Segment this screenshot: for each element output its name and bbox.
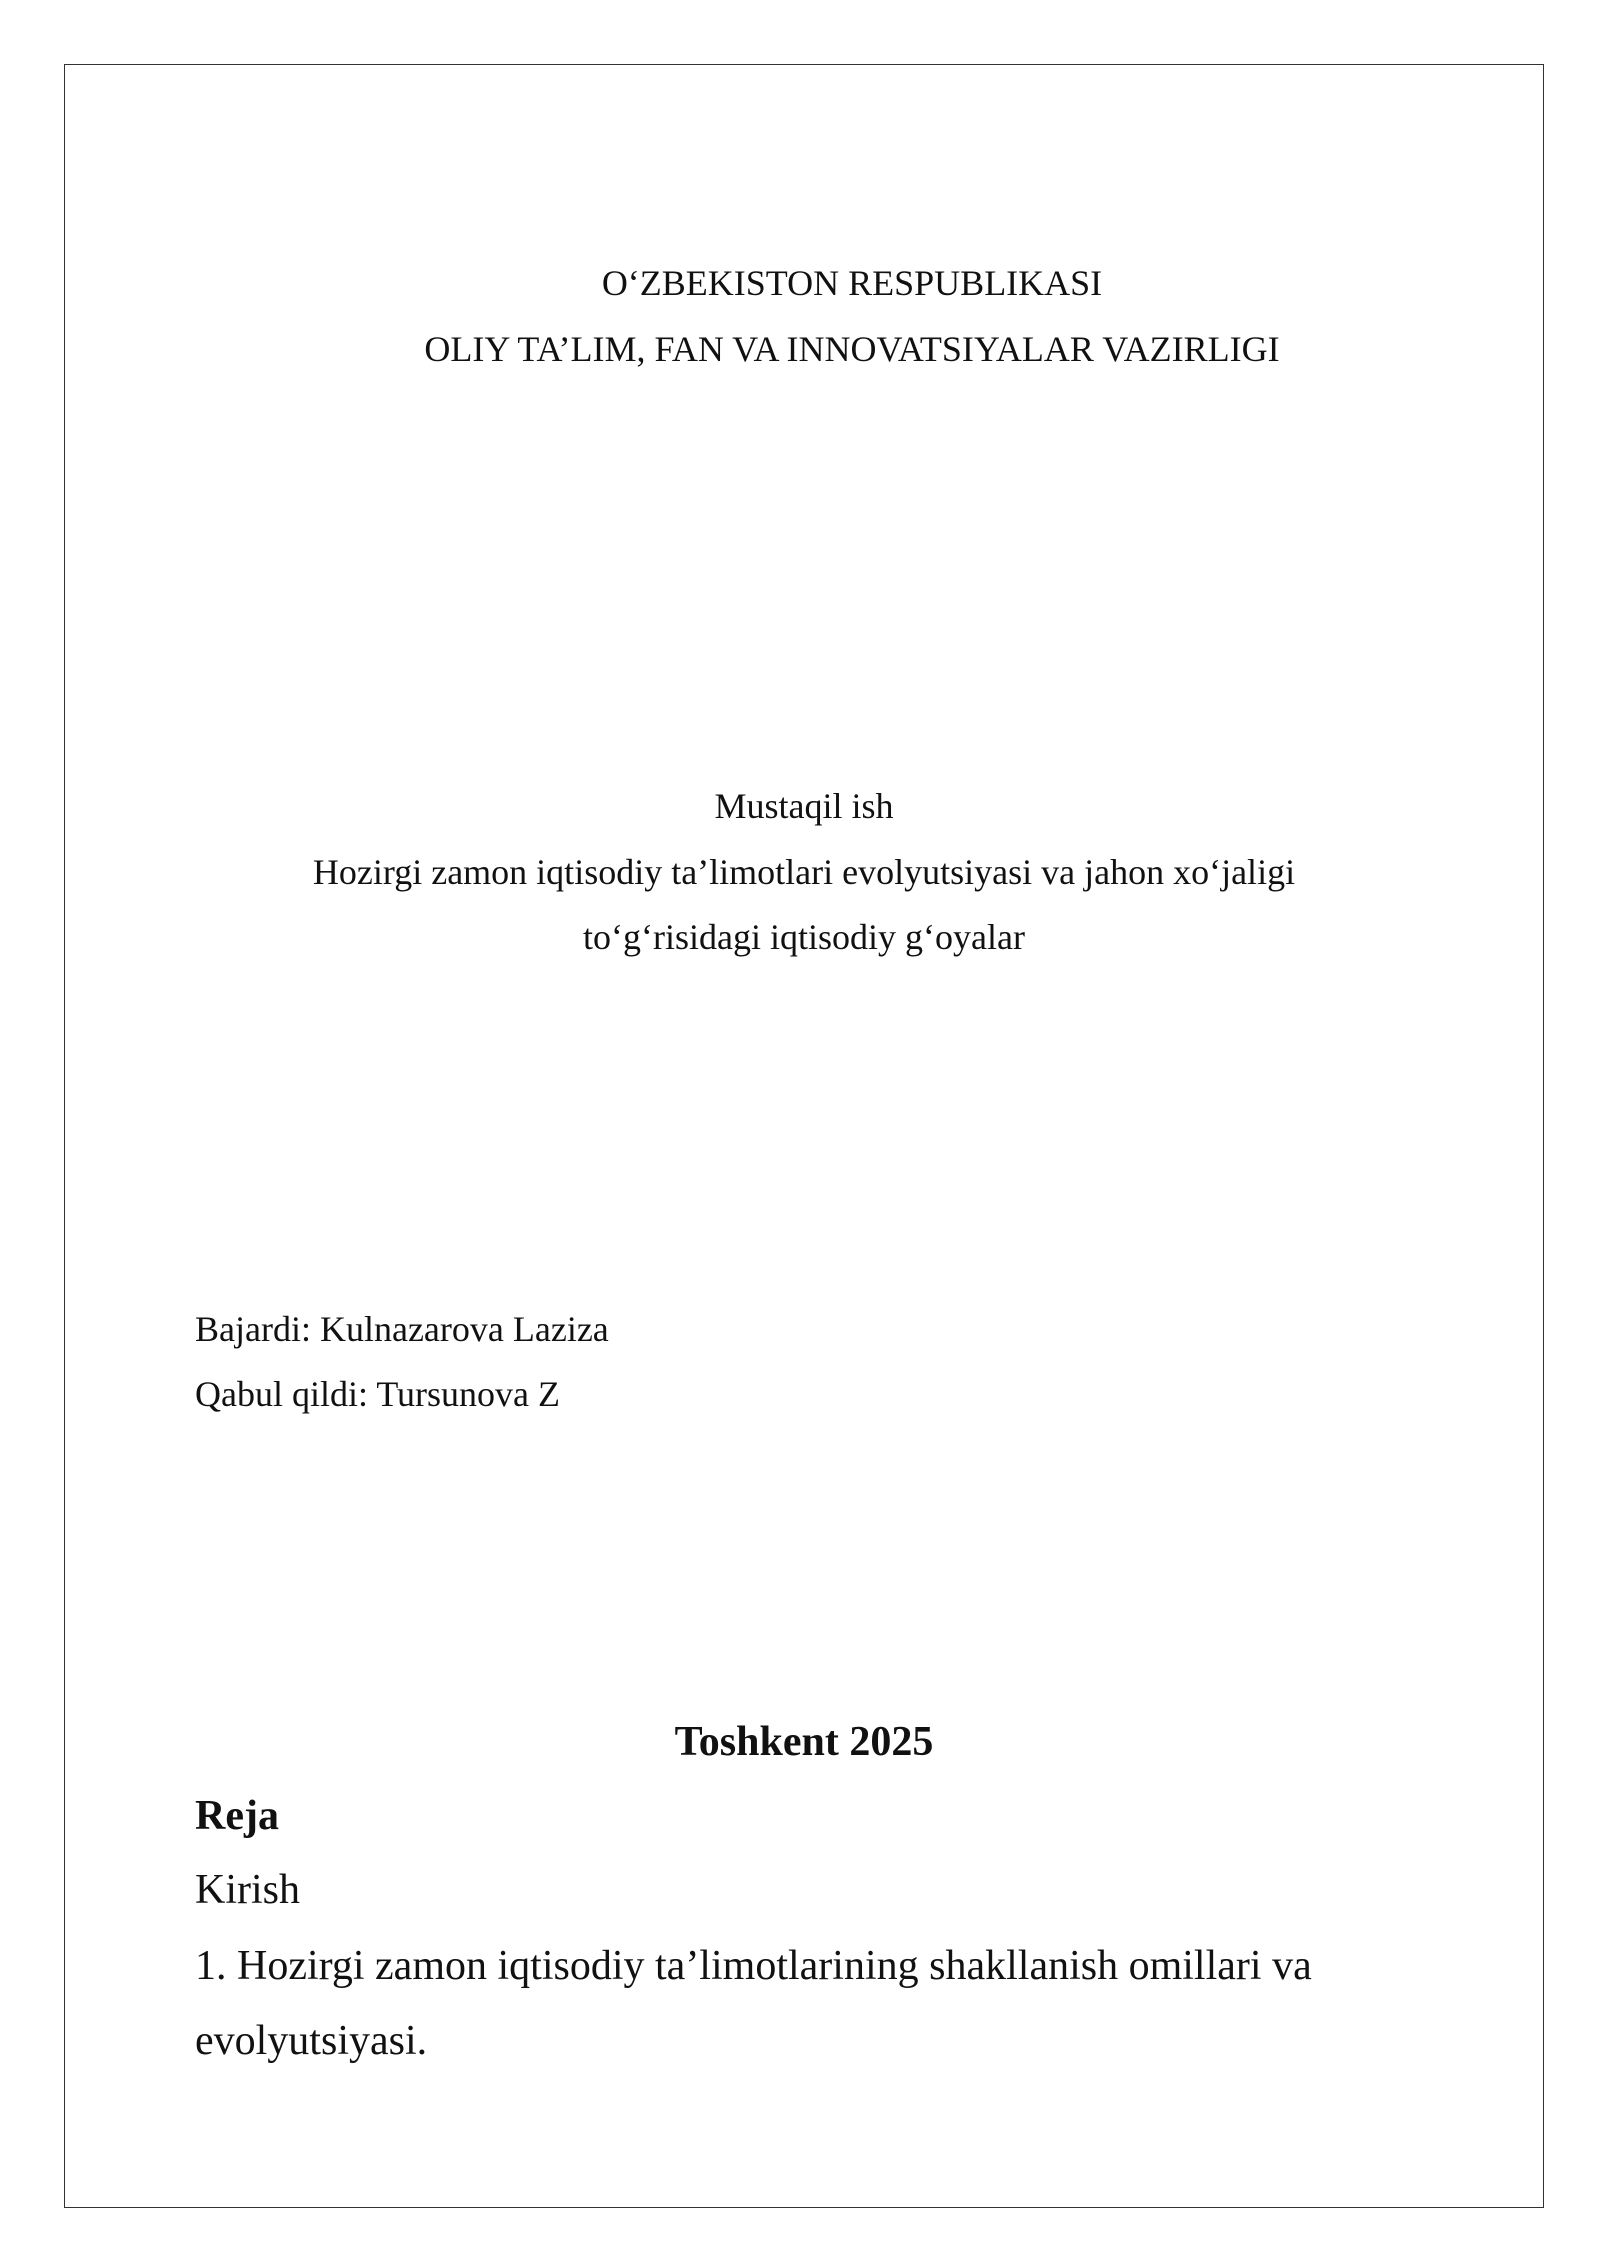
performed-by: Bajardi: Kulnazarova Laziza bbox=[195, 1309, 609, 1349]
plan-item-1-line-2: evolyutsiyasi. bbox=[195, 2018, 428, 2064]
republic-heading: O‘ZBEKISTON RESPUBLIKASI bbox=[601, 263, 1103, 303]
plan-item-intro: Kirish bbox=[195, 1867, 300, 1913]
accepted-by: Qabul qildi: Tursunova Z bbox=[195, 1374, 561, 1414]
work-title-line-2: to‘g‘risidagi iqtisodiy g‘oyalar bbox=[583, 917, 1025, 957]
plan-title: Reja bbox=[195, 1793, 279, 1839]
ministry-heading: OLIY TA’LIM, FAN VA INNOVATSIYALAR VAZIRLIGI bbox=[424, 329, 1280, 369]
city-year: Toshkent 2025 bbox=[674, 1719, 934, 1765]
work-title-line-1: Hozirgi zamon iqtisodiy ta’limotlari evolyutsiyasi va jahon xo‘jaligi bbox=[312, 852, 1296, 892]
work-type: Mustaqil ish bbox=[714, 786, 894, 826]
plan-item-1-line-1: 1. Hozirgi zamon iqtisodiy ta’limotlarining shakllanish omillari va bbox=[195, 1943, 1312, 1989]
